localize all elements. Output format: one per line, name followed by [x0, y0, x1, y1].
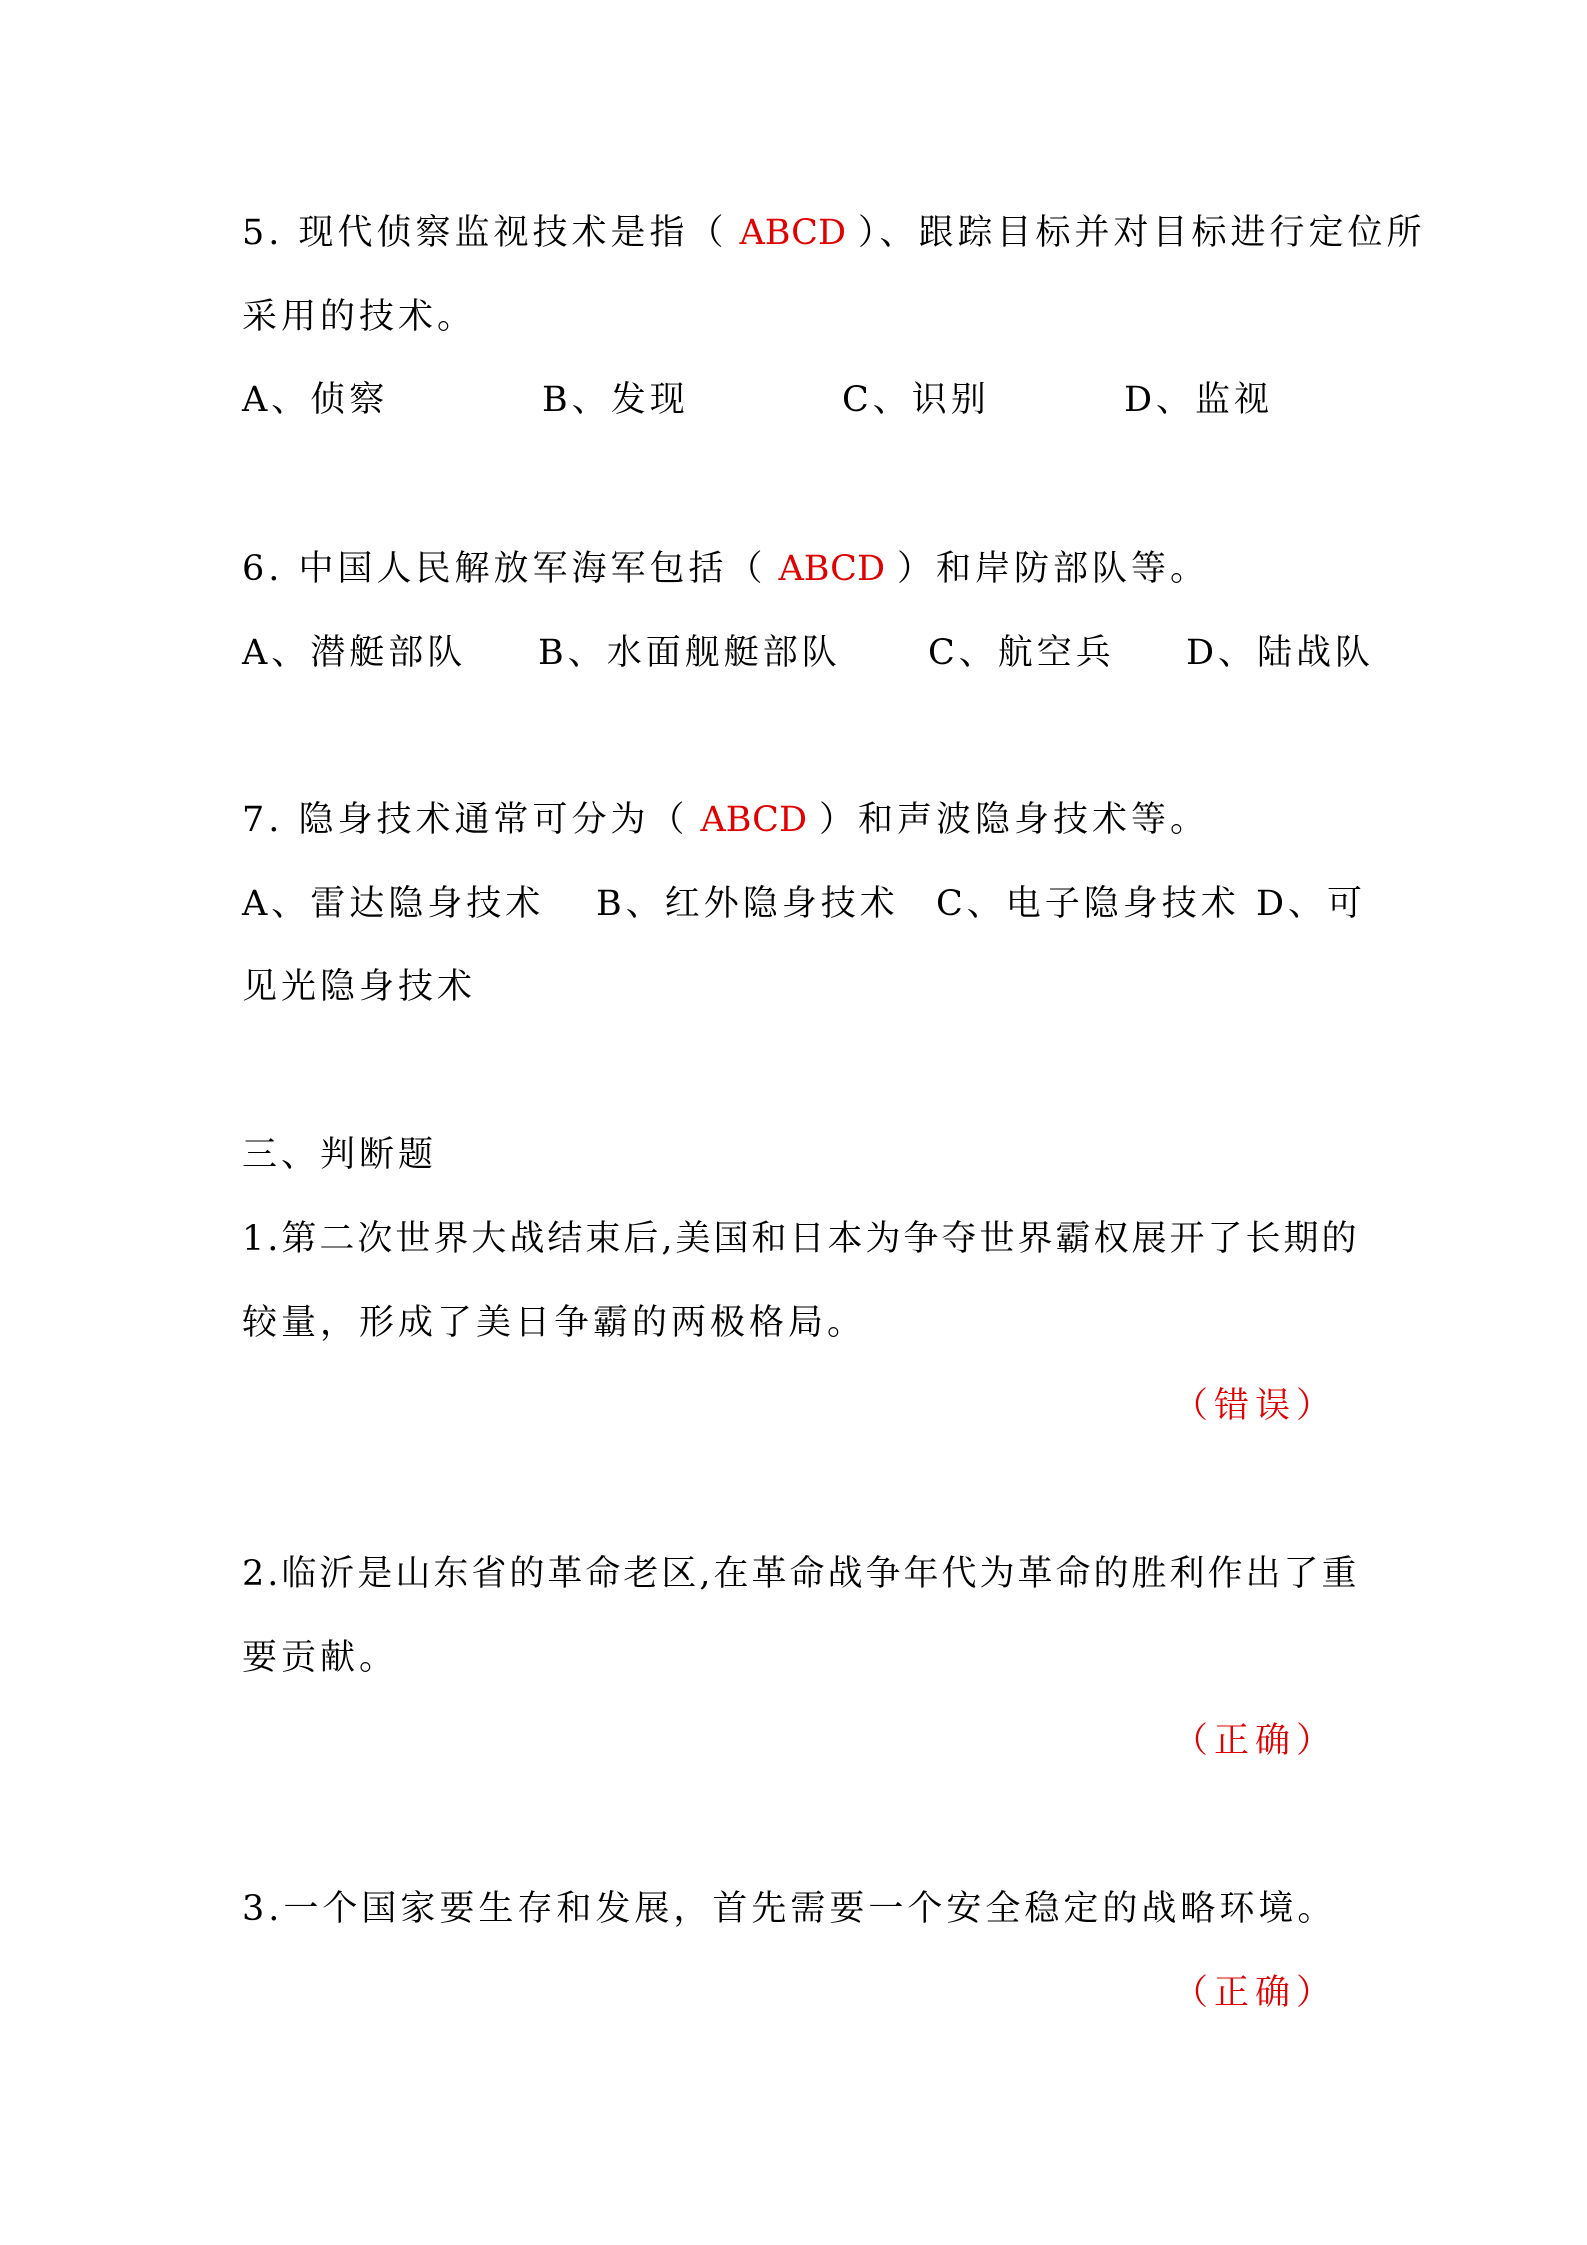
- q6-option-c: C、航空兵: [928, 633, 1115, 673]
- q7-option-d: D、可: [1256, 884, 1367, 924]
- q7-answer: ABCD: [700, 800, 808, 840]
- q5-option-b: B、发现: [542, 380, 689, 420]
- q5-option-a: A、侦察: [242, 380, 389, 420]
- q7-option-b: B、红外隐身技术: [596, 884, 899, 924]
- q5-option-d: D、监视: [1124, 380, 1274, 420]
- tf1-line1: 1.第二次世界大战结束后,美国和日本为争夺世界霸权展开了长期的: [242, 1219, 1360, 1259]
- tf2-line2: 要贡献。: [242, 1638, 399, 1678]
- q7-stem-pre: 7. 隐身技术通常可分为（: [242, 800, 689, 840]
- tf2-verdict: （正确）: [1172, 1721, 1337, 1761]
- q7-option-c: C、电子隐身技术: [936, 884, 1240, 924]
- tf1-verdict: （错误）: [1172, 1386, 1337, 1426]
- q5-stem-pre: 5. 现代侦察监视技术是指（: [242, 213, 728, 253]
- q6-option-a: A、潜艇部队: [242, 633, 467, 673]
- q6-answer: ABCD: [778, 549, 886, 589]
- q7-stem: [242, 799, 1209, 841]
- tf2-line1: 2.临沂是山东省的革命老区,在革命战争年代为革命的胜利作出了重: [242, 1554, 1360, 1594]
- tf3-verdict: （正确）: [1172, 1973, 1337, 2013]
- q5-option-c: C、识别: [842, 380, 990, 420]
- q6-stem-post: ）和岸防部队等。: [897, 549, 1210, 589]
- section-title: 三、判断题: [242, 1135, 438, 1175]
- q6-stem: [242, 548, 1209, 590]
- q7-option-a: A、雷达隐身技术: [242, 884, 545, 924]
- q5-stem-post: ）、跟踪目标并对目标进行定位所: [858, 213, 1426, 253]
- q6-option-d: D、陆战队: [1186, 633, 1375, 673]
- q5-stem-cont: 采用的技术。: [242, 297, 477, 337]
- q5-answer: ABCD: [739, 213, 847, 253]
- q5-stem: [242, 212, 1426, 254]
- q6-option-b: B、水面舰艇部队: [538, 633, 841, 673]
- q6-stem-pre: 6. 中国人民解放军海军包括（: [242, 549, 767, 589]
- tf1-line2: 较量，形成了美日争霸的两极格局。: [242, 1303, 867, 1343]
- q7-option-d-cont: 见光隐身技术: [242, 967, 477, 1007]
- tf3-line1: 3.一个国家要生存和发展，首先需要一个安全稳定的战略环境。: [242, 1889, 1337, 1929]
- q7-stem-post: ）和声波隐身技术等。: [819, 800, 1210, 840]
